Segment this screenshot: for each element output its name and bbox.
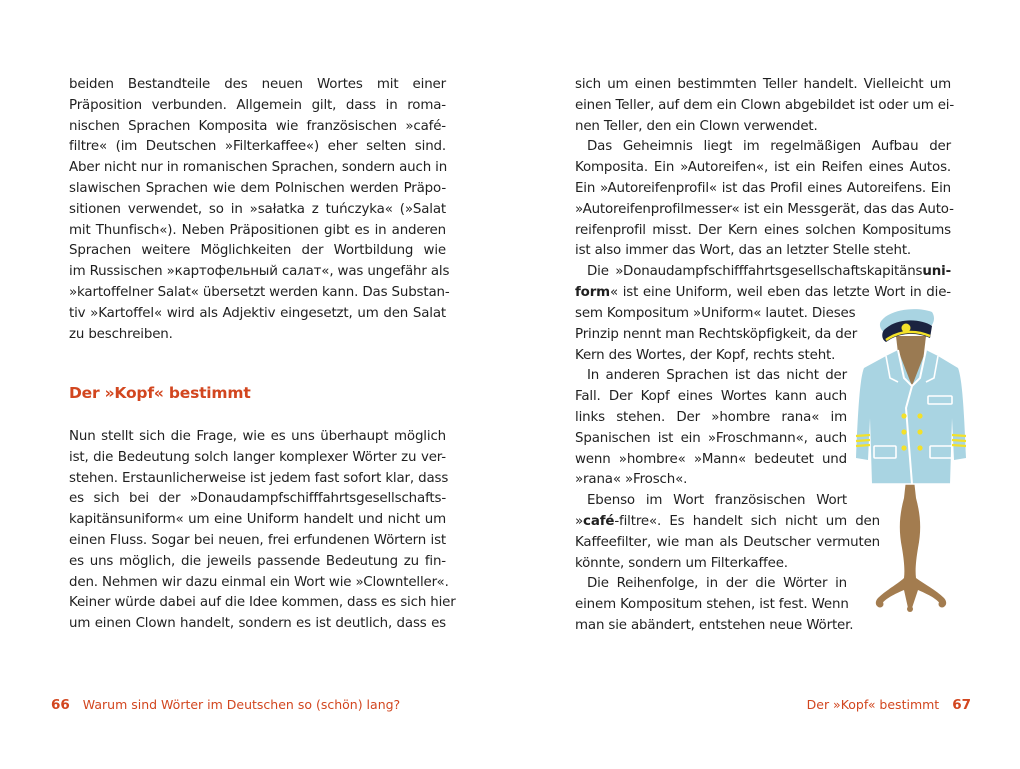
text-line: kapitänsuniform« um eine Uniform handelt und nicht um [69,512,446,528]
left-paragraph-1 [69,75,450,345]
bold-span: form [575,284,610,300]
page-number: 67 [952,697,971,713]
bold-span: café [583,514,615,529]
dress-form-stand-icon [876,480,946,612]
text-line: es uns möglich, die jeweils passende Bedeutung zu fin- [69,553,446,569]
text-line: zu beschreiben. [69,326,173,342]
text-line: tiv »Kartoffel« wird als Adjektiv eingesetzt, um den Salat [69,305,446,321]
text-line: ist, die Bedeutung solch langer komplexer Wörter zu ver- [69,449,446,465]
page-footer-left [51,697,400,713]
text-line: wenn »hombre« »Mann« bedeutet und [575,451,847,467]
right-block-1 [575,75,955,304]
running-title: Der »Kopf« bestimmt [806,697,940,712]
page-number: 66 [51,697,70,713]
text-line: Präposition verbunden. Allgemein gilt, dass in roma- [69,97,446,113]
text-line: beiden Bestandteile des neuen Wortes mit einer [69,77,446,92]
page-footer-right [807,697,971,713]
text-line: slawischen Sprachen wie dem Polnischen werden Präpo- [69,180,446,196]
right-block-2 [575,304,858,512]
right-block-3 [575,512,880,574]
text-line: Kaffeefilter, wie man als Deutscher vermuten [575,534,880,550]
text-line: filtre« (im Deutschen »Filterkaffee«) eher selten sind. [69,139,446,155]
text-line: im Russischen »картофельный салат«, was ungefähr als [69,264,450,280]
text-span: Die »Donaudampfschifffahrtsgesellschaftskapitäns [587,264,923,280]
text-span: » [575,514,584,529]
text-line: Komposita. Ein »Autoreifen«, ist ein Reifen eines Autos. [575,160,951,176]
text-line: Spanischen ist ein »Froschmann«, auch [575,430,847,446]
text-line: In anderen Sprachen ist das nicht der [587,368,847,384]
text-line: um einen Clown handelt, sondern es ist deutlich, dass es [69,616,446,632]
text-line: einem Kompositum stehen, ist fest. Wenn [575,596,849,612]
text-line: reifenprofil misst. Der Kern eines solchen Kompositums [575,222,951,238]
text-line: Prinzip nennt man Rechtsköpfigkeit, da der [575,326,858,342]
captain-uniform-illustration [846,308,974,613]
text-line: »rana« »Frosch«. [575,472,688,488]
text-line: Die Reihenfolge, in der die Wörter in [587,576,847,591]
text-line: Sprachen weitere Möglichkeiten der Wortbildung wie [69,243,446,259]
text-span: -filtre«. Es handelt sich nicht um den [614,514,880,529]
text-line: Keiner würde dabei auf die Idee kommen, dass es sich hier [69,595,456,611]
text-line [575,512,880,533]
section-heading: Der »Kopf« bestimmt [69,384,251,402]
bold-span: uni- [922,264,951,280]
text-line: sitionen verwendet, so in »sałatka z tuńczyka« (»Salat [69,201,446,217]
right-page [510,0,1020,769]
text-line: nen Teller, den ein Clown verwendet. [575,118,818,134]
left-paragraph-2 [69,427,456,635]
text-line: links stehen. Der »hombre rana« im [575,409,847,425]
text-line: Das Geheimnis liegt im regelmäßigen Aufbau der [587,139,951,155]
text-line: mit Thunfisch«). Neben Präpositionen gibt es in anderen [69,222,446,238]
text-span: « ist eine Uniform, weil eben das letzte Wort in die- [609,284,951,300]
text-line [575,262,951,283]
text-line: sem Kompositum »Uniform« lautet. Dieses [575,306,856,321]
text-line: stehen. Erstaunlicherweise ist jedem fast sofort klar, dass [69,470,449,486]
text-line: Aber nicht nur in romanischen Sprachen, sondern auch in [69,160,448,176]
text-line: Nun stellt sich die Frage, wie es uns überhaupt möglich [69,429,446,444]
text-line: nischen Sprachen Komposita wie französischen »café- [69,118,446,134]
right-block-4 [575,574,854,636]
text-line: könnte, sondern um Filterkaffee. [575,555,788,571]
text-line: es sich bei der »Donaudampfschifffahrtsgesellschafts- [69,491,446,507]
text-line: »kartoffelner Salat« übersetzt werden kann. Das Substan- [69,284,450,300]
text-line: sich um einen bestimmten Teller handelt. Vielleicht um [575,77,951,92]
text-line: Ein »Autoreifenprofil« ist das Profil eines Autoreifens. Ein [575,180,951,196]
text-line: einen Fluss. Sogar bei neuen, frei erfundenen Wörtern ist [69,532,446,548]
text-line: Fall. Der Kopf eines Wortes kann auch [575,389,847,405]
text-line: man sie abändert, entstehen neue Wörter. [575,617,854,633]
text-line: einen Teller, auf dem ein Clown abgebildet ist oder um ei- [575,97,955,113]
running-title: Warum sind Wörter im Deutschen so (schön) lang? [82,697,401,712]
text-line: Ebenso im Wort französischen Wort [587,493,847,509]
text-line: ist also immer das Wort, das an letzter Stelle steht. [575,243,912,259]
text-line: den. Nehmen wir dazu einmal ein Wort wie »Clownteller«. [69,574,449,590]
text-line: »Autoreifenprofilmesser« ist ein Messgerät, das das Auto- [575,201,954,217]
text-line [575,283,951,304]
text-line: Kern des Wortes, der Kopf, rechts steht. [575,347,836,363]
